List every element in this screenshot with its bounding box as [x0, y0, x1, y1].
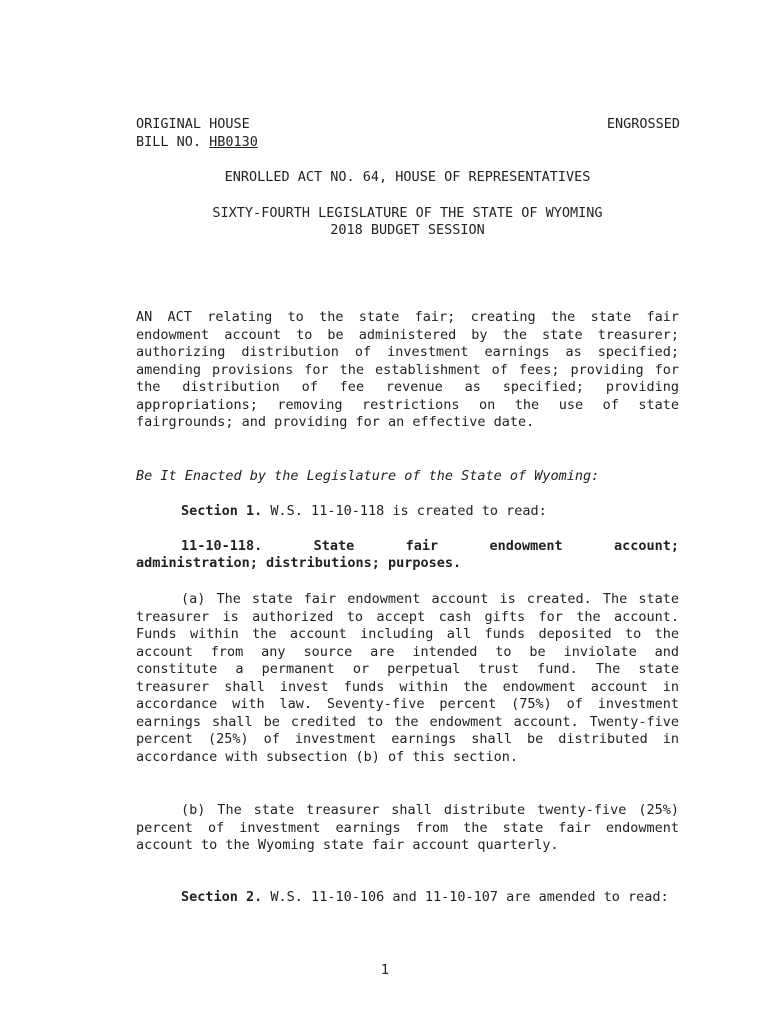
section-1-text: W.S. 11-10-118 is created to read: [270, 503, 547, 519]
statute-heading-line2: administration; distributions; purposes. [136, 555, 462, 571]
engrossed-label: ENGROSSED [606, 116, 680, 132]
statute-heading-line1: 11-10-118. State fair endowment account; [181, 538, 679, 554]
section-1 [136, 503, 679, 521]
subsection-a: (a) The state fair endowment account is created. The state treasurer is authorized to accept cash gifts for the account. Funds within the account including all funds deposited to the account from any source are intended to be inviolate and constitute a permanent or perpetual trust fund. The state treasurer shall invest funds within the endowment account in accordance with law. Seventy-five percent (75%) of investment earnings shall be credited to the endowment account. Twenty-five percent (25%) of investment earnings shall be distributed in accordance with subsection (b) of this section. [136, 591, 679, 765]
section-1-label: Section 1. [181, 503, 263, 519]
enacting-clause: Be It Enacted by the Legislature of the State of Wyoming: [136, 468, 600, 484]
page-number: 1 [380, 962, 390, 978]
section-2-text: W.S. 11-10-106 and 11-10-107 are amended to read: [270, 889, 669, 905]
section-2 [136, 889, 679, 907]
section-2-label: Section 2. [181, 889, 263, 905]
original-house-label: ORIGINAL HOUSE [136, 116, 250, 132]
session-title: 2018 BUDGET SESSION [330, 222, 485, 238]
subsection-b: (b) The state treasurer shall distribute twenty-five (25%) percent of investment earnings from the state fair endowment account to the Wyoming state fair account quarterly. [136, 802, 679, 853]
bill-no-label: BILL NO. [136, 134, 210, 150]
bill-number: HB0130 [209, 134, 258, 150]
act-summary: AN ACT relating to the state fair; creating the state fair endowment account to be administered by the state treasurer; authorizing distribution of investment earnings as specified; amending provisions for the establishment of fees; providing for the distribution of fee revenue as specified; providing appropriations; removing restrictions on the use of state fairgrounds; and providing for an effective date. [136, 309, 679, 430]
enrolled-act-title: ENROLLED ACT NO. 64, HOUSE OF REPRESENTATIVES [224, 169, 591, 185]
bill-number-line [136, 134, 258, 151]
legislature-title: SIXTY-FOURTH LEGISLATURE OF THE STATE OF WYOMING [212, 205, 603, 221]
